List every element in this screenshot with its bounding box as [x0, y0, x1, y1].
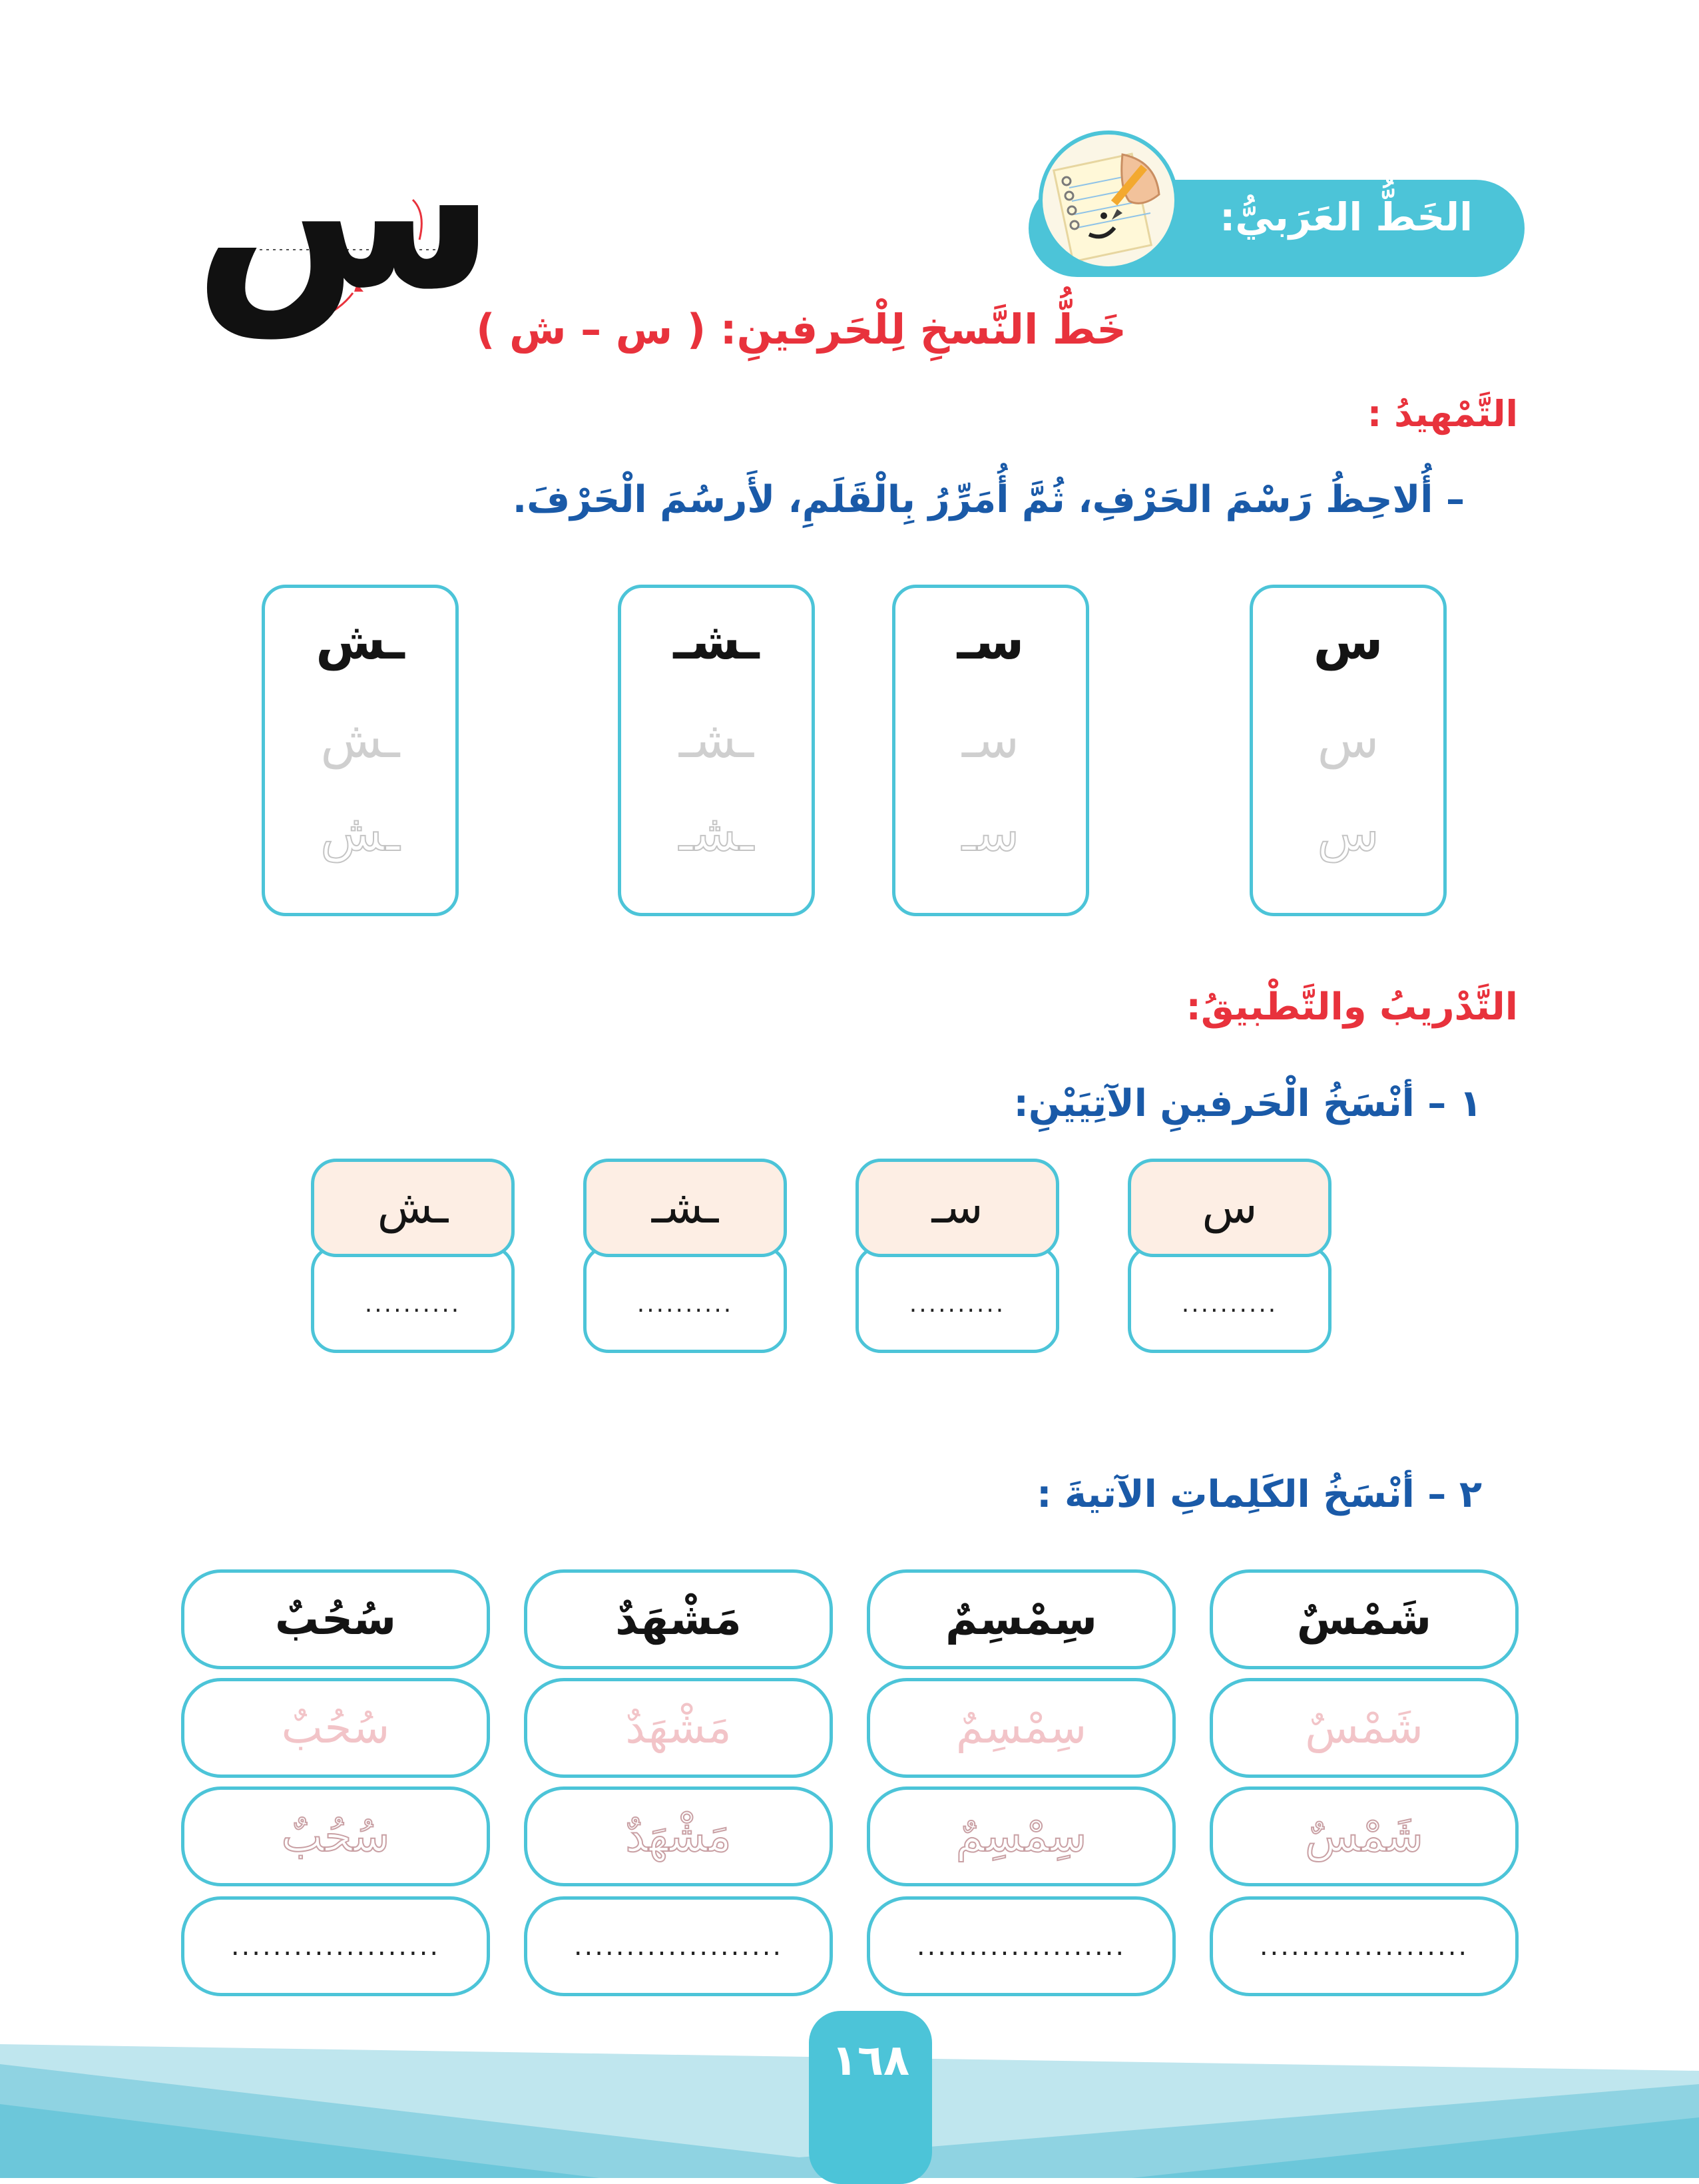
- word-dotted[interactable]: سُحُبٌ: [181, 1786, 490, 1886]
- letter-dotted[interactable]: س: [1317, 803, 1379, 862]
- word-trace[interactable]: مَشْهَدٌ: [524, 1678, 833, 1778]
- letter-card: [262, 585, 459, 916]
- word-dotted[interactable]: سِمْسِمٌ: [867, 1786, 1176, 1886]
- exercise1-label: ١ – أنْسَخُ الْحَرفينِ الآتِيَيْنِ:: [1013, 1082, 1482, 1125]
- word-dotted[interactable]: مَشْهَدٌ: [524, 1786, 833, 1886]
- intro-heading: التَّمْهيدُ :: [1367, 393, 1518, 435]
- hand-writing-pencil-icon: [1039, 131, 1178, 270]
- letter-model: س: [1313, 611, 1383, 671]
- letter-card: [892, 585, 1089, 916]
- copy-tile-answer[interactable]: ..........: [1128, 1245, 1332, 1353]
- copy-tile: [583, 1159, 787, 1358]
- word-trace[interactable]: سِمْسِمٌ: [867, 1678, 1176, 1778]
- model-letter-glyph: س: [193, 82, 497, 338]
- lesson-title: خَطُّ النَّسخِ لِلْحَرفينِ: ( س – ش ): [476, 305, 1126, 354]
- page-number: ١٦٨: [831, 2036, 910, 2085]
- word-answer[interactable]: ....................: [1210, 1896, 1519, 1996]
- letter-card: [1250, 585, 1447, 916]
- model-letter: [193, 82, 497, 338]
- word-model: سُحُبٌ: [181, 1569, 490, 1669]
- word-model: سِمْسِمٌ: [867, 1569, 1176, 1669]
- copy-tile-answer[interactable]: ..........: [311, 1245, 515, 1353]
- copy-tile-answer[interactable]: ..........: [855, 1245, 1059, 1353]
- letter-model: سـ: [957, 611, 1025, 671]
- section-title: الخَطُّ العَرَبيُّ:: [1220, 194, 1473, 240]
- letter-trace[interactable]: سـ: [962, 710, 1019, 769]
- word-dotted[interactable]: شَمْسٌ: [1210, 1786, 1519, 1886]
- copy-tile: [311, 1159, 515, 1358]
- copy-tile-letter: سـ: [855, 1159, 1059, 1257]
- word-trace[interactable]: شَمْسٌ: [1210, 1678, 1519, 1778]
- letter-dotted[interactable]: سـ: [962, 803, 1019, 862]
- copy-tile-answer[interactable]: ..........: [583, 1245, 787, 1353]
- letter-model: ـش: [316, 611, 405, 671]
- letter-trace[interactable]: س: [1317, 710, 1379, 769]
- word-answer[interactable]: ....................: [181, 1896, 490, 1996]
- letter-trace[interactable]: ـشـ: [678, 710, 754, 769]
- word-answer[interactable]: ....................: [524, 1896, 833, 1996]
- letter-trace[interactable]: ـش: [320, 710, 400, 769]
- letter-dotted[interactable]: ـشـ: [678, 803, 754, 862]
- copy-tile: [855, 1159, 1059, 1358]
- letter-model: ـشـ: [673, 611, 760, 671]
- word-trace[interactable]: سُحُبٌ: [181, 1678, 490, 1778]
- word-model: شَمْسٌ: [1210, 1569, 1519, 1669]
- exercise2-label: ٢ – أنْسَخُ الكَلِماتِ الآتيةَ :: [1037, 1473, 1482, 1516]
- copy-tile-letter: ـشـ: [583, 1159, 787, 1257]
- letter-dotted[interactable]: ـش: [320, 803, 400, 862]
- copy-tile-letter: س: [1128, 1159, 1332, 1257]
- word-answer[interactable]: ....................: [867, 1896, 1176, 1996]
- word-model: مَشْهَدٌ: [524, 1569, 833, 1669]
- practice-heading: التَّدْريبُ والتَّطْبيقُ:: [1186, 985, 1518, 1029]
- intro-instruction: – أُلاحِظُ رَسْمَ الحَرْفِ، ثُمَّ أُمَرِّرُ بِالْقَلَمِ، لأَرسُمَ الْحَرْفَ.: [512, 478, 1465, 521]
- copy-tile-letter: ـش: [311, 1159, 515, 1257]
- copy-tile: [1128, 1159, 1332, 1358]
- letter-card: [618, 585, 815, 916]
